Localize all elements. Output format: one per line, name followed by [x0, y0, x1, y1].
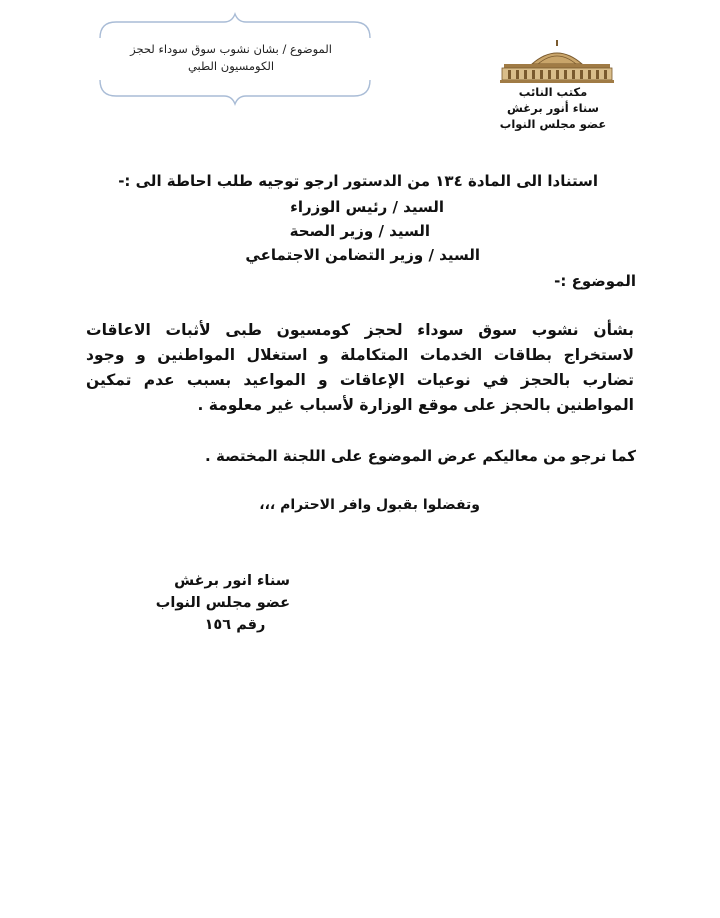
parliament-dome-icon: [498, 40, 616, 84]
signature-title: عضو مجلس النواب: [155, 595, 290, 611]
office-line-role: عضو مجلس النواب: [499, 117, 607, 131]
letter-body: بشأن نشوب سوق سوداء لحجز كومسيون طبى لأثبات الاعاقات لاستخراج بطاقات الخدمات المتكاملة و استغلال المواطنين و وجود تضارب بالحجز في نوعيات الإعاقات و المواعيد بسبب عدم تمكين المواطنين بالحجز على موقع الوزارة لأسباب غير معلومة .: [86, 321, 634, 414]
subject-box: [96, 12, 374, 106]
subject-heading: الموضوع :-: [554, 272, 636, 290]
signature-block: [155, 570, 290, 636]
office-line-title: مكتب النائب: [518, 85, 588, 99]
subject-box-text: الموضوع / بشان نشوب سوق سوداء لحجز الكومسيون الطبي: [130, 42, 332, 73]
letter-intro: استنادا الى المادة ١٣٤ من الدستور ارجو توجيه طلب احاطة الى :-: [118, 172, 598, 190]
signature-number: رقم ١٥٦: [204, 617, 266, 633]
signature-name: سناء انور برغش: [174, 573, 290, 589]
letter-closing: وتفضلوا بقبول وافر الاحترام ،،،: [259, 497, 480, 513]
addressee-health-minister: السيد / وزير الصحة: [289, 222, 430, 240]
office-line-name: سناء أنور برغش: [507, 101, 599, 115]
addressee-prime-minister: السيد / رئيس الوزراء: [290, 198, 444, 216]
addressee-social-solidarity-minister: السيد / وزير التضامن الاجتماعي: [245, 246, 480, 264]
letter-request: كما نرجو من معاليكم عرض الموضوع على اللجنة المختصة .: [205, 447, 636, 465]
